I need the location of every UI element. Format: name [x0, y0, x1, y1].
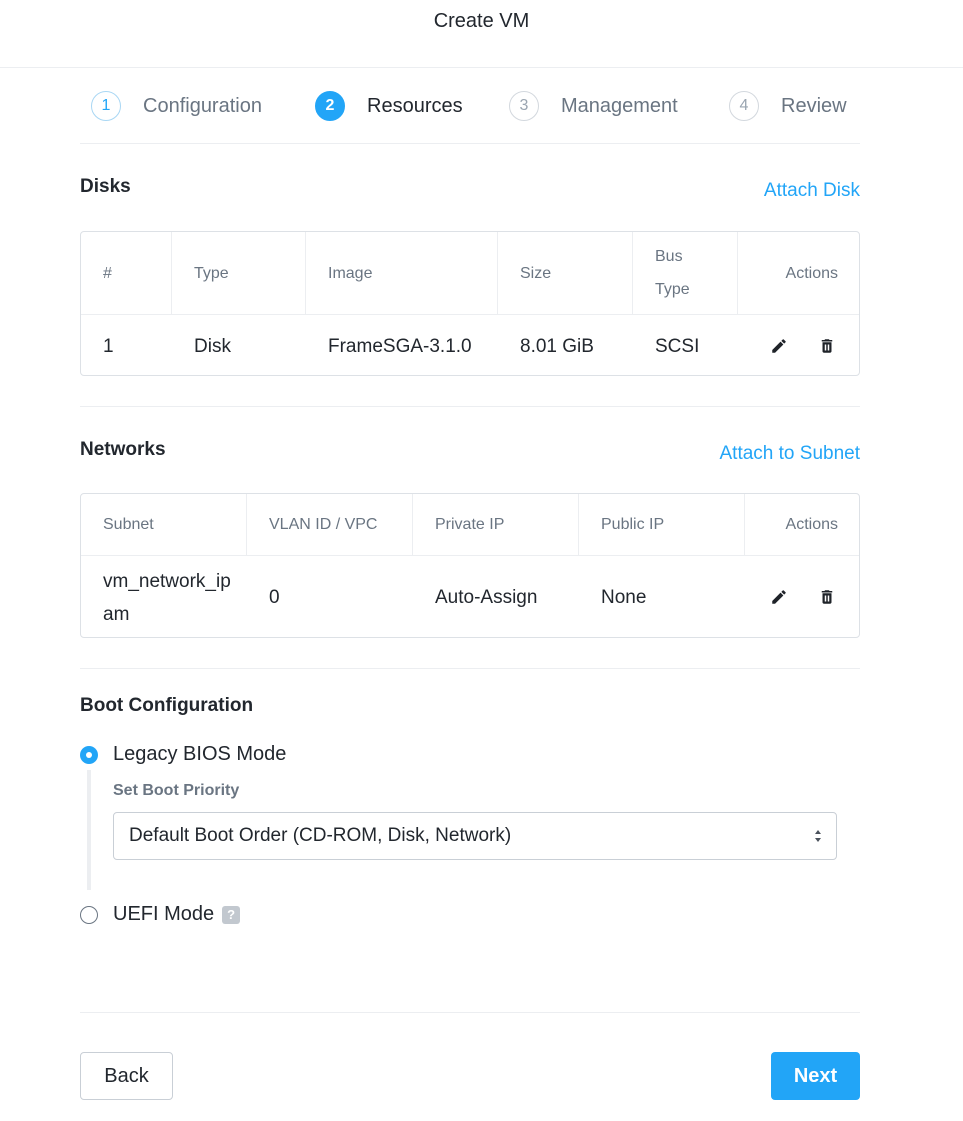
- vlan-id: 0: [269, 587, 280, 608]
- edit-icon[interactable]: [770, 588, 788, 606]
- step-resources[interactable]: [315, 91, 463, 121]
- step-number: 1: [91, 91, 121, 121]
- private-ip: Auto-Assign: [435, 587, 538, 608]
- step-number: 4: [729, 91, 759, 121]
- divider: [80, 406, 860, 407]
- networks-table: [80, 493, 860, 638]
- uefi-mode-radio[interactable]: [80, 903, 240, 926]
- disk-size: 8.01 GiB: [520, 335, 594, 357]
- back-button[interactable]: Back: [80, 1052, 173, 1100]
- indent-rail: [87, 770, 91, 890]
- boot-priority-select[interactable]: [113, 812, 837, 860]
- boot-configuration-title: Boot Configuration: [80, 695, 254, 716]
- step-label: Review: [781, 94, 847, 117]
- select-value: Default Boot Order (CD-ROM, Disk, Network): [129, 825, 512, 846]
- column-header: Actions: [785, 264, 838, 282]
- trash-icon[interactable]: [818, 588, 836, 606]
- disks-table: [80, 231, 860, 376]
- column-header: #: [81, 232, 172, 314]
- disk-number: 1: [103, 335, 114, 357]
- column-header: Private IP: [413, 494, 579, 555]
- column-header: Size: [498, 232, 633, 314]
- page-title: Create VM: [433, 10, 530, 32]
- trash-icon[interactable]: [818, 337, 836, 355]
- step-label: Resources: [367, 94, 463, 117]
- step-review[interactable]: [729, 91, 847, 121]
- step-label: Management: [561, 94, 678, 117]
- column-header: Type: [172, 232, 306, 314]
- title-bar: [0, 0, 963, 68]
- step-number: 2: [315, 91, 345, 121]
- disk-image: FrameSGA-3.1.0: [328, 335, 472, 357]
- step-management[interactable]: [509, 91, 678, 121]
- networks-title: Networks: [80, 439, 166, 460]
- attach-disk-link[interactable]: Attach Disk: [763, 180, 860, 201]
- help-icon[interactable]: ?: [222, 906, 240, 924]
- disk-type: Disk: [194, 335, 231, 357]
- column-header: Image: [306, 232, 498, 314]
- column-header: Actions: [785, 516, 838, 533]
- disks-title: Disks: [80, 176, 131, 197]
- edit-icon[interactable]: [770, 337, 788, 355]
- select-arrows-icon: [814, 829, 822, 843]
- column-header: VLAN ID / VPC: [247, 494, 413, 555]
- step-label: Configuration: [143, 94, 262, 117]
- next-button[interactable]: Next: [771, 1052, 860, 1100]
- radio-unselected-icon[interactable]: [80, 906, 98, 924]
- step-configuration[interactable]: [91, 91, 262, 121]
- column-header: Subnet: [81, 494, 247, 555]
- step-number: 3: [509, 91, 539, 121]
- subnet-name: vm_network_ipam: [103, 570, 231, 625]
- radio-label: UEFI Mode: [113, 903, 215, 925]
- wizard-steps: [80, 78, 860, 144]
- attach-to-subnet-link[interactable]: Attach to Subnet: [719, 443, 860, 464]
- table-header: [81, 232, 859, 315]
- divider: [80, 1012, 860, 1013]
- divider: [80, 668, 860, 669]
- table-header: [81, 494, 859, 556]
- column-header: Public IP: [579, 494, 745, 555]
- radio-label: Legacy BIOS Mode: [113, 743, 287, 765]
- legacy-bios-radio[interactable]: [80, 743, 286, 766]
- boot-priority-label: Set Boot Priority: [113, 782, 240, 799]
- radio-selected-icon[interactable]: [80, 746, 98, 764]
- column-header: Bus Type: [633, 232, 738, 314]
- public-ip: None: [601, 587, 647, 608]
- disk-bus-type: SCSI: [655, 335, 700, 357]
